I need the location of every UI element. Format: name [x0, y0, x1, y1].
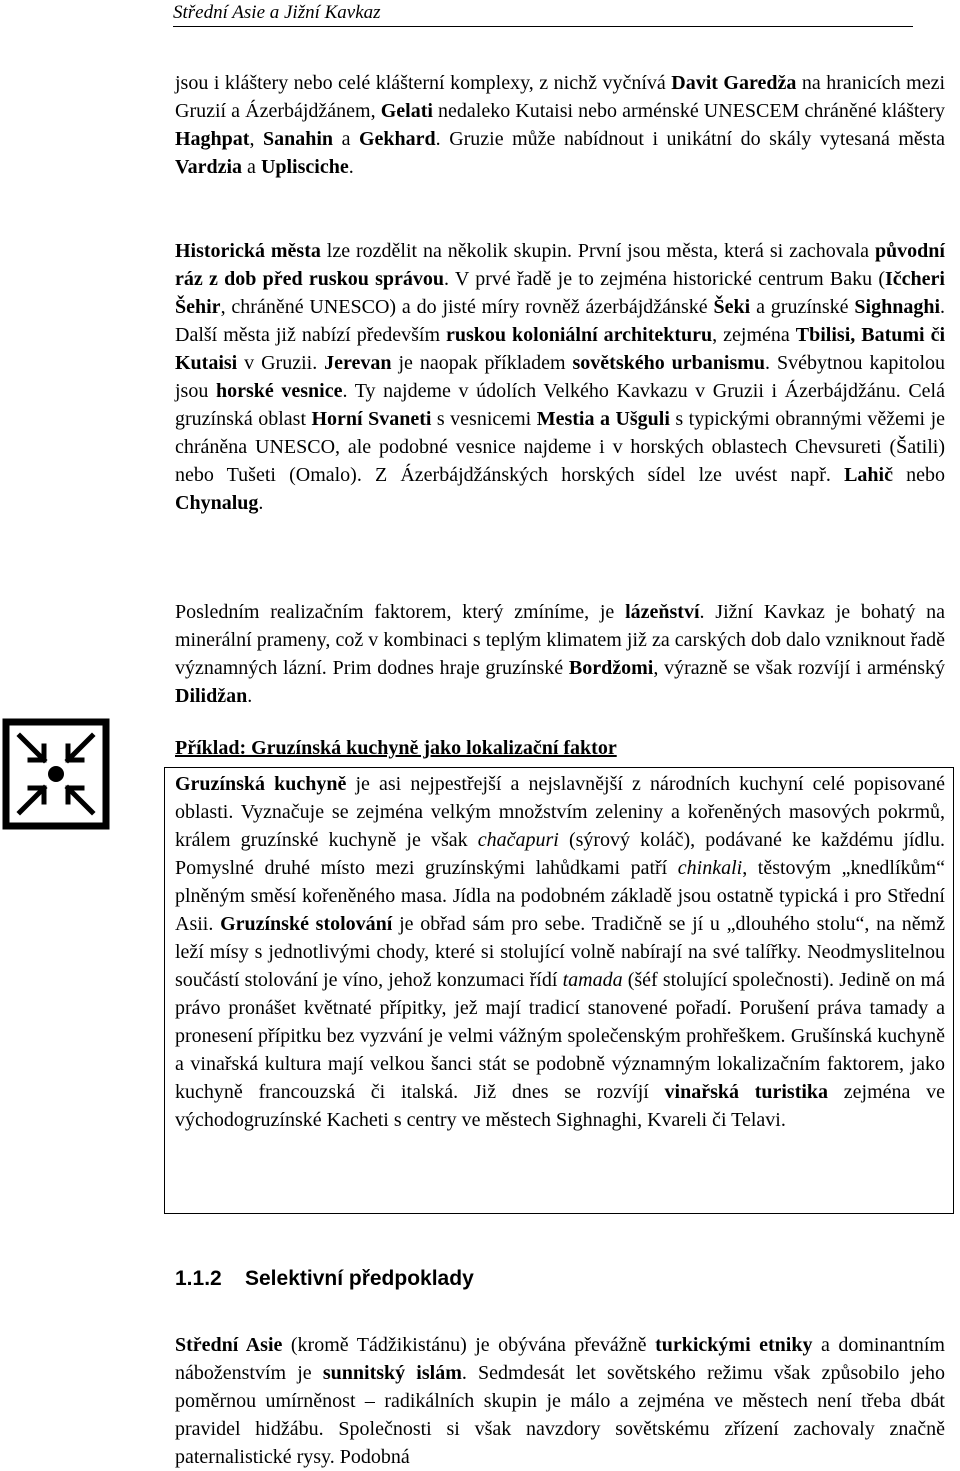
bold-text-run: původní ráz z dob před ruskou správou: [175, 240, 950, 290]
text-run: . Svébytnou kapitolou jsou: [175, 352, 951, 402]
text-run: s vesnicemi: [431, 408, 537, 430]
bold-text-run: Gekhard: [358, 128, 436, 150]
paragraph-monasteries: [175, 69, 951, 181]
text-run: s typickými obrannými věžemi je chráněna UNESCO, ale podobné vesnice najdeme i v horských oblastech Chevsureti (Šatili) nebo Tušeti (Omalo). Z Ázerbájdžánských horských sídel lze uvést např.: [175, 408, 951, 486]
text-run: , zejména: [712, 324, 796, 346]
bold-text-run: Jerevan: [324, 352, 392, 374]
text-run: a dominantním náboženstvím je: [175, 1334, 950, 1384]
text-run: zejména ve východogruzínské Kacheti s centry ve městech Sighnaghi, Kvareli či Telavi.: [175, 1081, 951, 1131]
bold-text-run: Vardzia: [175, 156, 243, 178]
bold-text-run: Uplisciche: [260, 156, 349, 178]
paragraph-central-asia: [175, 1331, 950, 1471]
text-run: lze rozdělit na několik skupin. První jsou města, která si zachovala: [320, 240, 875, 262]
text-run: , těstovým „knedlíkům“ plněným směsí kořeněného masa. Jídla na podobném základě jsou ostatně typická i pro Střední Asii.: [175, 857, 950, 935]
bold-text-run: vinařská turistika: [664, 1081, 829, 1103]
text-run: je naopak příkladem: [391, 352, 573, 374]
bold-text-run: Historická města: [175, 240, 321, 262]
bold-text-run: horské vesnice: [215, 380, 343, 402]
running-header: Střední Asie a Jižní Kavkaz: [173, 2, 381, 23]
bold-text-run: lázeňství: [625, 601, 700, 623]
bold-text-run: sunnitský islám: [322, 1362, 462, 1384]
text-run: a gruzínské: [750, 296, 855, 318]
text-run: na hranicích mezi Gruzií a Ázerbájdžánem,: [175, 72, 951, 122]
text-run: . Gruzie může nabídnout i unikátní do skály vytesaná města: [435, 128, 951, 150]
section-title: Selektivní předpoklady: [245, 1267, 474, 1290]
bold-text-run: turkickými etniky: [655, 1334, 813, 1356]
converging-arrows-icon: [0, 716, 112, 832]
text-run: .: [247, 685, 253, 707]
text-run: (šéf stolující společnosti). Jedině on má právo pronášet květnaté přípitky, jež mají tradicí stanovené pořadí. Porušení práva tamady a pronesení přípitku bez vyzvání je velmi vážným společenským prohřeškem. Grušínská kuchyně a vinařská kultura mají velkou šanci stát se podobně významným lokalizačním faktorem, jako kuchyně francouzská či italská. Již dnes se rozvíjí: [175, 969, 950, 1103]
example-box: [164, 767, 954, 1214]
bold-text-run: Chynalug: [175, 492, 259, 514]
example-box-text: [175, 770, 951, 1134]
text-run: . Jižní Kavkaz je bohatý na minerální prameny, což v kombinaci s teplým klimatem již za carských dob dalo vzniknout řadě významných lázní. Prim dodnes hraje gruzínské: [175, 601, 951, 679]
bold-text-run: Gruzínské stolování: [220, 913, 393, 935]
text-run: , výrazně se však rozvíjí i arménský: [653, 657, 950, 679]
text-run: v Gruzii.: [237, 352, 325, 374]
text-run: . Další města již nabízí především: [175, 296, 950, 346]
text-run: . Ty najdeme v údolích Velkého Kavkazu v Gruzii i Ázerbájdžánu. Celá gruzínská oblast: [175, 380, 950, 430]
bold-text-run: ruskou koloniální architekturu: [446, 324, 713, 346]
text-run: a: [242, 156, 261, 178]
text-run: (kromě Tádžikistánu) je obývána převážně: [282, 1334, 656, 1356]
text-run: ,: [249, 128, 263, 150]
example-box-title: Příklad: Gruzínská kuchyně jako lokalizační faktor: [175, 737, 617, 759]
italic-text-run: chačapuri: [477, 829, 559, 851]
bold-text-run: sovětského urbanismu: [572, 352, 766, 374]
text-run: . Sedmdesát let sovětského režimu však způsobilo jeho poměrnou umírněnost – radikálních skupin je málo a zejména ve městech není třeba dbát pravidel hidžábu. Společnosti si však navzdory sovětskému zřízení zachovaly značně paternalistické rysy. Podobná: [175, 1362, 950, 1468]
bold-text-run: Haghpat: [175, 128, 250, 150]
bold-text-run: Gruzínská kuchyně: [175, 773, 347, 795]
text-run: jsou i kláštery nebo celé klášterní komplexy, z nichž vyčnívá: [175, 72, 672, 94]
text-run: , chráněné UNESCO) a do jisté míry rovněž ázerbájdžánské: [220, 296, 714, 318]
italic-text-run: chinkali: [677, 857, 743, 879]
bold-text-run: Dilidžan: [175, 685, 248, 707]
bold-text-run: Tbilisi, Batumi či Kutaisi: [175, 324, 951, 374]
bold-text-run: Davit Garedža: [671, 72, 797, 94]
bold-text-run: Mestia a Ušguli: [536, 408, 670, 430]
text-run: (sýrový koláč), podávané ke každému jídlu. Pomyslné druhé místo mezi gruzínskými lahůdkami patří: [175, 829, 950, 879]
bold-text-run: Lahič: [844, 464, 893, 486]
bold-text-run: Šeki: [713, 296, 751, 318]
bold-text-run: Gelati: [380, 100, 433, 122]
text-run: .: [348, 156, 354, 178]
text-run: Posledním realizačním faktorem, který zmíníme, je: [175, 601, 626, 623]
italic-text-run: tamada: [562, 969, 623, 991]
bold-text-run: Bordžomi: [568, 657, 654, 679]
bold-text-run: Ičcheri Šehir: [175, 268, 950, 318]
paragraph-spas: [175, 598, 951, 710]
section-number: 1.1.2: [175, 1267, 222, 1290]
text-run: je obřad sám pro sebe. Tradičně se jí u „dlouhého stolu“, na němž leží mísy s jednotlivými chody, které si stolující volně nabírají na své talířky. Neodmyslitelnou součástí stolování je víno, jehož konzumaci řídí: [175, 913, 951, 991]
section-heading: [175, 1267, 474, 1291]
header-rule: [173, 26, 913, 27]
bold-text-run: Sighnaghi: [854, 296, 940, 318]
text-run: .: [258, 492, 264, 514]
bold-text-run: Střední Asie: [175, 1334, 283, 1356]
paragraph-historic-cities: [175, 237, 951, 517]
text-run: . V prvé řadě je to zejména historické centrum Baku (: [444, 268, 886, 290]
text-run: nedaleko Kutaisi nebo arménské UNESCEM chráněné kláštery: [432, 100, 951, 122]
text-run: a: [333, 128, 359, 150]
bold-text-run: Horní Svaneti: [311, 408, 432, 430]
text-run: je asi nejpestřejší a nejslavnější z národních kuchyní celé popisované oblasti. Vyznačuje se zejména velkým množstvím zeleniny a kořeněných masových pokrmů, králem gruzínské kuchyně je však: [175, 773, 950, 851]
bold-text-run: Sanahin: [263, 128, 334, 150]
text-run: nebo: [892, 464, 950, 486]
